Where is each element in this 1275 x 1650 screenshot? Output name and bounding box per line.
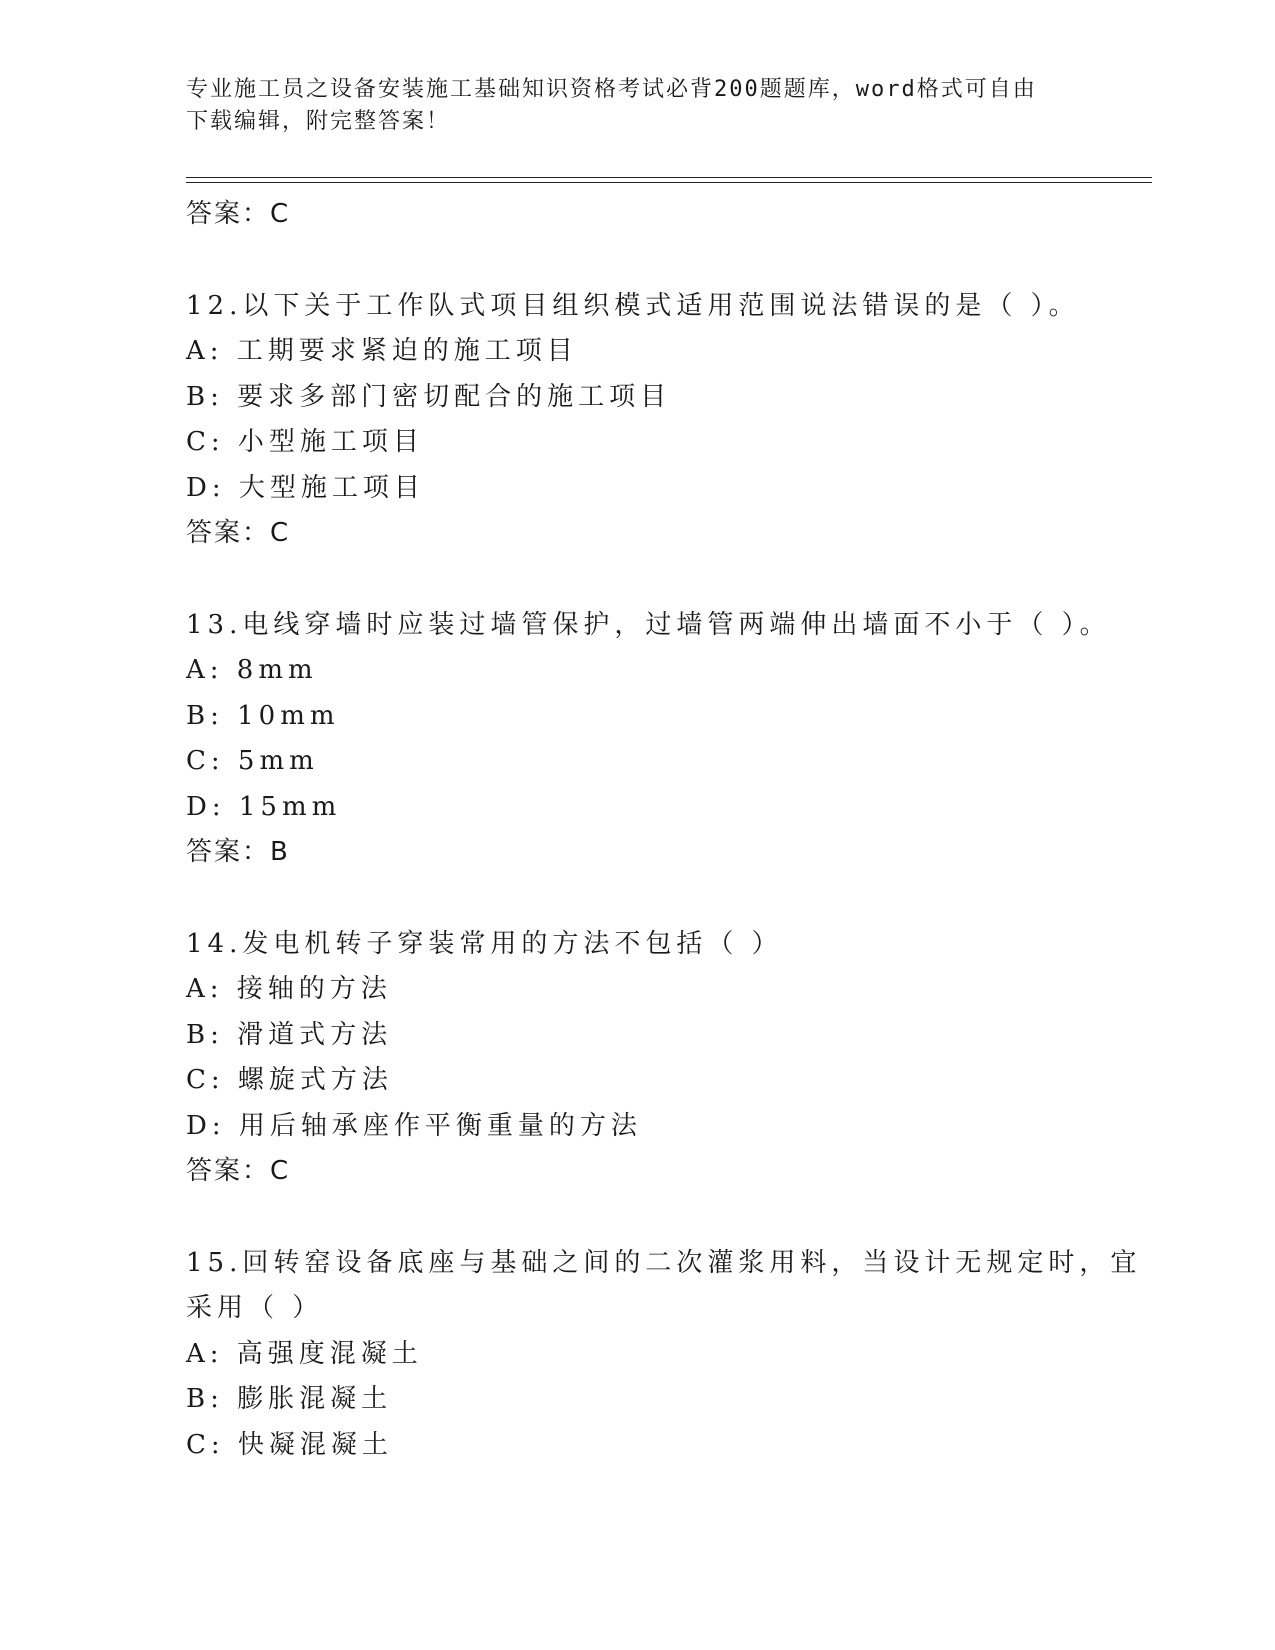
option-c: C: 5mm bbox=[186, 746, 319, 776]
option-a: A: 接轴的方法 bbox=[186, 974, 392, 1004]
question-list bbox=[186, 192, 1142, 1468]
question-stem: 13.电线穿墙时应装过墙管保护，过墙管两端伸出墙面不小于（ ）。 bbox=[186, 609, 1111, 640]
question-stem: 12.以下关于工作队式项目组织模式适用范围说法错误的是（ ）。 bbox=[186, 290, 1080, 321]
answer-line: 答案：C bbox=[186, 199, 291, 229]
spacer bbox=[186, 876, 1086, 922]
header-line-1: 专业施工员之设备安装施工基础知识资格考试必背200题题库，word格式可自由 bbox=[186, 77, 1037, 102]
option-d: D: 15mm bbox=[186, 791, 342, 822]
header-rule-bottom bbox=[186, 182, 1152, 183]
question-stem-line-2: 采用（ ） bbox=[186, 1293, 324, 1323]
question-13 bbox=[186, 603, 1111, 876]
option-a: A: 工期要求紧迫的施工项目 bbox=[186, 336, 578, 366]
option-d: D: 大型施工项目 bbox=[186, 472, 425, 503]
option-c: C: 螺旋式方法 bbox=[186, 1065, 393, 1095]
option-b: B: 膨胀混凝土 bbox=[186, 1384, 393, 1414]
option-d: D: 用后轴承座作平衡重量的方法 bbox=[186, 1110, 642, 1141]
spacer bbox=[186, 1195, 1086, 1241]
spacer bbox=[186, 557, 1086, 603]
question-15 bbox=[186, 1241, 1142, 1469]
option-c: C: 小型施工项目 bbox=[186, 427, 424, 457]
question-stem: 14.发电机转子穿装常用的方法不包括（ ） bbox=[186, 928, 783, 959]
document-header bbox=[186, 74, 1066, 138]
answer-line: 答案：B bbox=[186, 837, 290, 867]
option-a: A: 8mm bbox=[186, 655, 318, 685]
option-b: B: 滑道式方法 bbox=[186, 1019, 393, 1050]
option-b: B: 10mm bbox=[186, 700, 340, 731]
question-12 bbox=[186, 284, 1086, 557]
header-line-2: 下载编辑，附完整答案！ bbox=[186, 109, 451, 134]
answer-line: 答案：C bbox=[186, 1156, 291, 1186]
option-a: A: 高强度混凝土 bbox=[186, 1338, 423, 1369]
question-stem-line-1: 15.回转窑设备底座与基础之间的二次灌浆用料，当设计无规定时，宜 bbox=[186, 1247, 1142, 1278]
question-14 bbox=[186, 922, 1086, 1195]
header-rule-top bbox=[186, 177, 1152, 178]
answer-line: 答案：C bbox=[186, 518, 291, 548]
spacer bbox=[186, 238, 1086, 284]
option-c: C: 快凝混凝土 bbox=[186, 1429, 393, 1460]
option-b: B: 要求多部门密切配合的施工项目 bbox=[186, 381, 672, 412]
